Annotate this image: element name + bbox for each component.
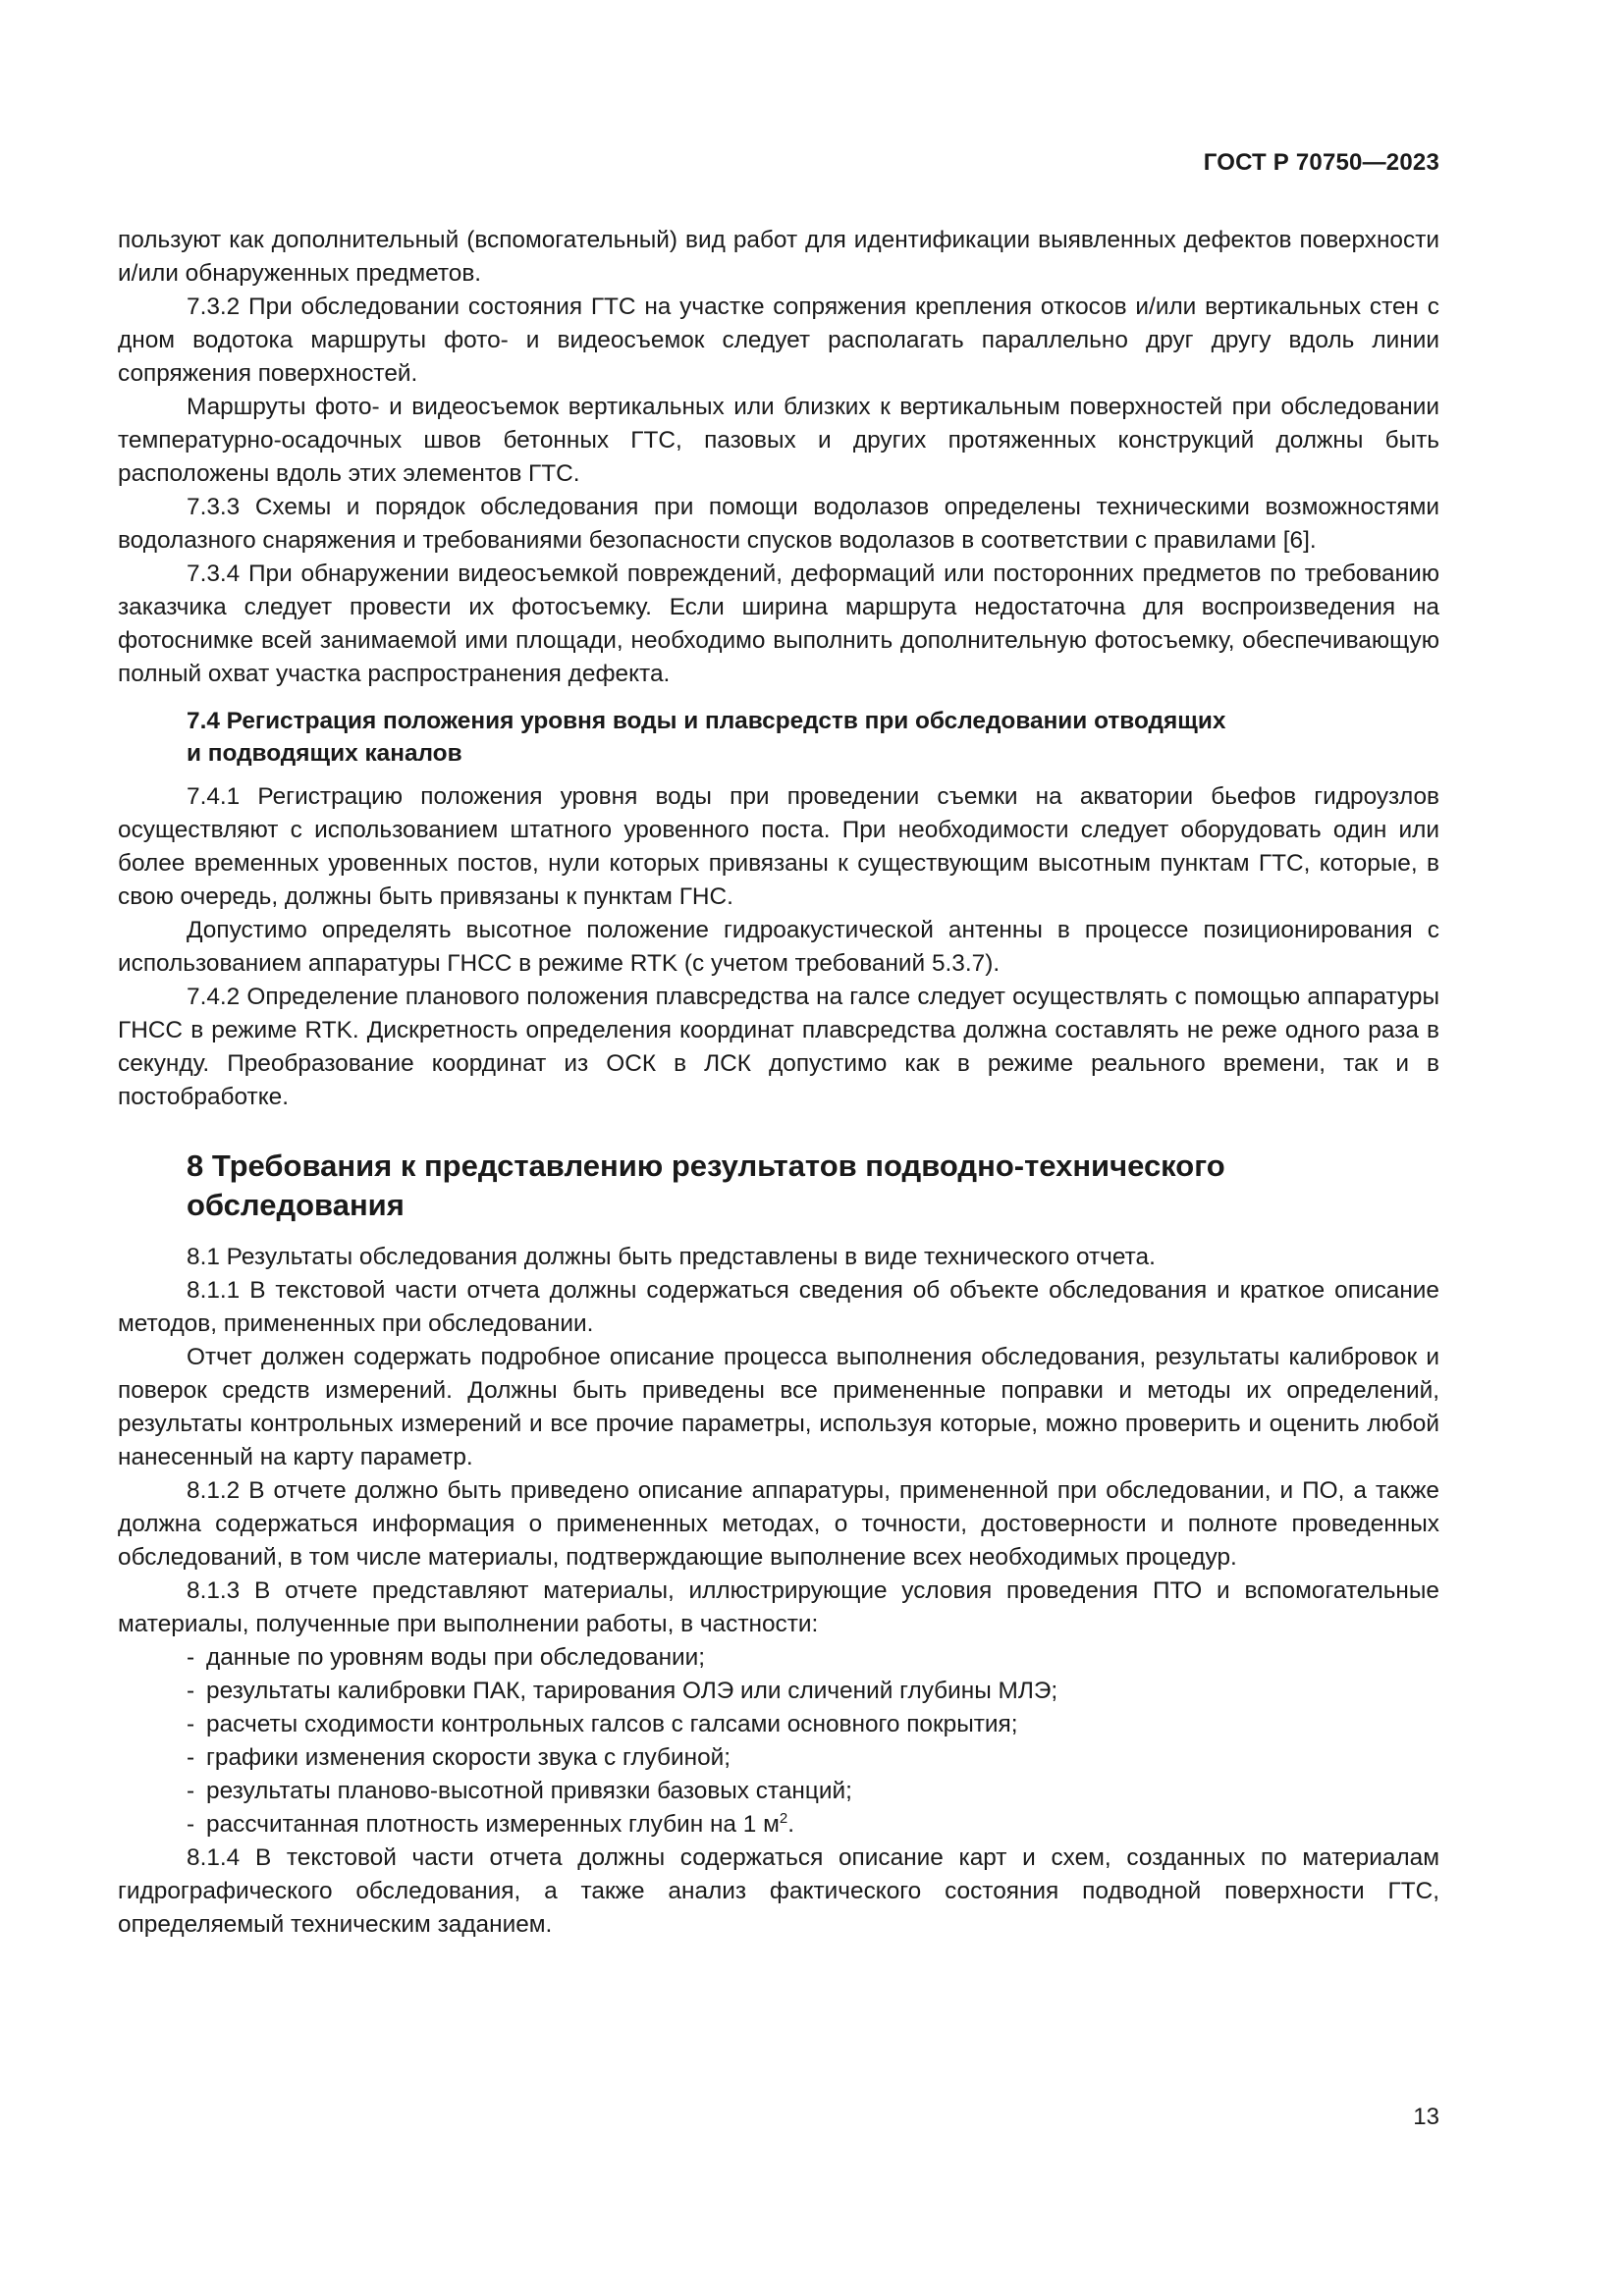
paragraph-7-4-1: 7.4.1 Регистрацию положения уровня воды при проведении съемки на акватории бьефов гидроузлов осуществляют с использованием штатного уровенного поста. При необходимости следует оборудовать один или более временных уровенных постов, нули которых привязаны к существующим высотным пунктам ГТС, которые, в свою очередь, должны быть привязаны к пунктам ГНС. bbox=[118, 783, 1439, 910]
page-number: 13 bbox=[1413, 2104, 1439, 2130]
superscript-2: 2 bbox=[779, 1809, 788, 1827]
list-item-text: результаты планово-высотной привязки базовых станций; bbox=[206, 1778, 852, 1804]
paragraph-8-1-4: 8.1.4 В текстовой части отчета должны содержаться описание карт и схем, созданных по материалам гидрографического обследования, а также анализ фактического состояния подводной поверхности ГТС, определяемый техническим заданием. bbox=[118, 1844, 1439, 1938]
subsection-heading-7-4 bbox=[118, 705, 1439, 770]
paragraph-7-3-2-routes: Маршруты фото- и видеосъемок вертикальных или близких к вертикальным поверхностей при обследовании температурно-осадочных швов бетонных ГТС, пазовых и других протяженных конструкций должны быть расположены вдоль этих элементов ГТС. bbox=[118, 394, 1439, 487]
subsection-heading-7-4-line2: и подводящих каналов bbox=[187, 740, 462, 767]
list-item-text: рассчитанная плотность измеренных глубин на 1 м bbox=[206, 1811, 780, 1838]
paragraph-8-1-3: 8.1.3 В отчете представляют материалы, иллюстрирующие условия проведения ПТО и вспомогательные материалы, полученные при выполнении работы, в частности: bbox=[118, 1577, 1439, 1637]
paragraph-7-4-1-antenna: Допустимо определять высотное положение гидроакустической антенны в процессе позиционирования с использованием аппаратуры ГНСС в режиме RTK (с учетом требований 5.3.7). bbox=[118, 917, 1439, 977]
paragraph-7-3-3: 7.3.3 Схемы и порядок обследования при помощи водолазов определены техническими возможностями водолазного снаряжения и требованиями безопасности спусков водолазов в соответствии с правилами [6]. bbox=[118, 494, 1439, 554]
list-item-text: результаты калибровки ПАК, тарирования ОЛЭ или сличений глубины МЛЭ; bbox=[206, 1678, 1058, 1704]
section-heading-8 bbox=[118, 1147, 1439, 1225]
section-heading-8-line2: обследования bbox=[187, 1188, 405, 1222]
page-content bbox=[118, 224, 1439, 1942]
list-item bbox=[187, 1741, 1439, 1775]
list-dash: - bbox=[187, 1678, 195, 1704]
materials-list bbox=[118, 1641, 1439, 1842]
list-dash: - bbox=[187, 1778, 195, 1804]
list-dash: - bbox=[187, 1811, 195, 1838]
list-item bbox=[187, 1708, 1439, 1741]
paragraph-8-1-1: 8.1.1 В текстовой части отчета должны содержаться сведения об объекте обследования и краткое описание методов, примененных при обследовании. bbox=[118, 1277, 1439, 1337]
paragraph-continuation: пользуют как дополнительный (вспомогательный) вид работ для идентификации выявленных дефектов поверхности и/или обнаруженных предметов. bbox=[118, 227, 1439, 287]
list-dash: - bbox=[187, 1711, 195, 1737]
paragraph-8-1: 8.1 Результаты обследования должны быть представлены в виде технического отчета. bbox=[187, 1244, 1156, 1270]
list-item bbox=[187, 1775, 1439, 1808]
section-heading-8-line1: 8 Требования к представлению результатов подводно-технического bbox=[187, 1148, 1225, 1183]
list-dash: - bbox=[187, 1744, 195, 1771]
list-item-text: расчеты сходимости контрольных галсов с галсами основного покрытия; bbox=[206, 1711, 1018, 1737]
document-code-header: ГОСТ Р 70750—2023 bbox=[1203, 149, 1439, 176]
list-item-text: графики изменения скорости звука с глубиной; bbox=[206, 1744, 731, 1771]
list-dash: - bbox=[187, 1644, 195, 1671]
paragraph-7-3-4: 7.3.4 При обнаружении видеосъемкой повреждений, деформаций или посторонних предметов по требованию заказчика следует провести их фотосъемку. Если ширина маршрута недостаточна для воспроизведения на фотоснимке всей занимаемой ими площади, необходимо выполнить дополнительную фотосъемку, обеспечивающую полный охват участка распространения дефекта. bbox=[118, 561, 1439, 687]
list-item-text: данные по уровням воды при обследовании; bbox=[206, 1644, 706, 1671]
paragraph-7-3-2: 7.3.2 При обследовании состояния ГТС на участке сопряжения крепления откосов и/или вертикальных стен с дном водотока маршруты фото- и видеосъемок следует располагать параллельно друг другу вдоль линии сопряжения поверхностей. bbox=[118, 294, 1439, 387]
paragraph-8-1-2: 8.1.2 В отчете должно быть приведено описание аппаратуры, примененной при обследовании, и ПО, а также должна содержаться информация о примененных методах, о точности, достоверности и полноте проведенных обследований, в том числе материалы, подтверждающие выполнение всех необходимых процедур. bbox=[118, 1477, 1439, 1571]
paragraph-7-4-2: 7.4.2 Определение планового положения плавсредства на галсе следует осуществлять с помощью аппаратуры ГНСС в режиме RTK. Дискретность определения координат плавсредства должна составлять не реже одного раза в секунду. Преобразование координат из ОСК в ЛСК допустимо как в режиме реального времени, так и в постобработке. bbox=[118, 984, 1439, 1110]
subsection-heading-7-4-line1: 7.4 Регистрация положения уровня воды и плавсредств при обследовании отводящих bbox=[187, 708, 1226, 734]
list-item bbox=[187, 1808, 1439, 1842]
paragraph-8-1-1-report: Отчет должен содержать подробное описание процесса выполнения обследования, результаты калибровок и поверок средств измерений. Должны быть приведены все примененные поправки и методы их определений, результаты контрольных измерений и все прочие параметры, используя которые, можно проверить и оценить любой нанесенный на карту параметр. bbox=[118, 1344, 1439, 1470]
list-item bbox=[187, 1675, 1439, 1708]
list-item-end: . bbox=[787, 1811, 794, 1838]
list-item bbox=[187, 1641, 1439, 1675]
